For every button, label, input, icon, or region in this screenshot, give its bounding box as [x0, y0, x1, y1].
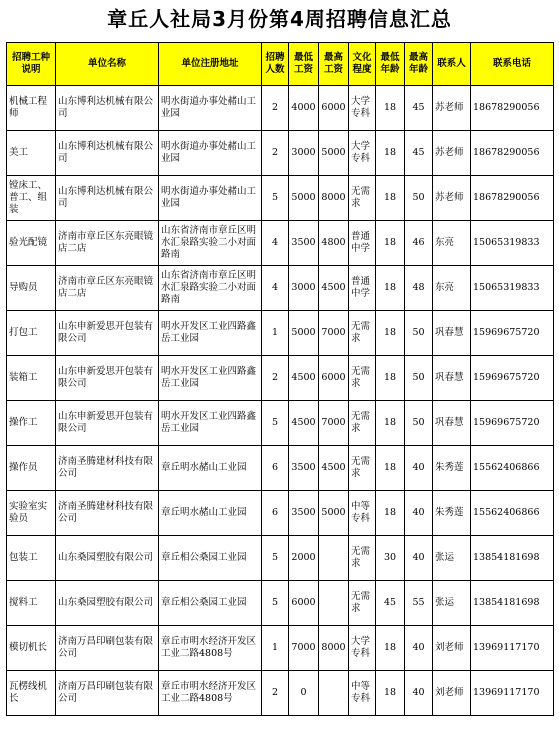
phone-cell: 13854181698 — [471, 581, 554, 626]
education-cell: 无需求 — [349, 176, 376, 221]
header-education: 文化程度 — [349, 43, 376, 86]
address-cell: 明水街道办事处赭山工业园 — [159, 131, 262, 176]
contact-cell: 刘老师 — [433, 671, 471, 716]
table-row — [7, 86, 554, 131]
education-cell: 大学专科 — [349, 626, 376, 671]
count-cell: 2 — [262, 86, 289, 131]
job-cell: 操作员 — [7, 446, 56, 491]
contact-cell: 苏老师 — [433, 176, 471, 221]
education-cell: 无需求 — [349, 446, 376, 491]
address-cell: 章丘明水赭山工业园 — [159, 491, 262, 536]
max-wage-cell: 7000 — [319, 311, 349, 356]
job-cell: 搅料工 — [7, 581, 56, 626]
job-cell: 包装工 — [7, 536, 56, 581]
min-age-cell: 18 — [376, 446, 405, 491]
job-cell: 打包工 — [7, 311, 56, 356]
count-cell: 2 — [262, 671, 289, 716]
contact-cell: 东亮 — [433, 221, 471, 266]
company-cell: 济南市章丘区东亮眼镜店二店 — [56, 266, 159, 311]
count-cell: 1 — [262, 311, 289, 356]
max-wage-cell: 4500 — [319, 446, 349, 491]
table-row — [7, 266, 554, 311]
min-wage-cell: 3500 — [289, 221, 319, 266]
address-cell: 明水街道办事处赭山工业园 — [159, 86, 262, 131]
table-row — [7, 221, 554, 266]
min-wage-cell: 3000 — [289, 266, 319, 311]
count-cell: 5 — [262, 401, 289, 446]
count-cell: 4 — [262, 266, 289, 311]
min-wage-cell: 3500 — [289, 491, 319, 536]
phone-cell: 15065319833 — [471, 221, 554, 266]
count-cell: 5 — [262, 176, 289, 221]
contact-cell: 苏老师 — [433, 86, 471, 131]
job-cell: 美工 — [7, 131, 56, 176]
min-wage-cell: 4500 — [289, 401, 319, 446]
max-wage-cell: 5000 — [319, 491, 349, 536]
max-age-cell: 45 — [405, 131, 433, 176]
table-row — [7, 446, 554, 491]
max-age-cell: 40 — [405, 626, 433, 671]
phone-cell: 15065319833 — [471, 266, 554, 311]
max-age-cell: 40 — [405, 491, 433, 536]
header-phone: 联系电话 — [471, 43, 554, 86]
address-cell: 章丘市明水经济开发区工业二路4808号 — [159, 671, 262, 716]
company-cell: 山东申新爱思开包装有限公司 — [56, 356, 159, 401]
max-age-cell: 40 — [405, 671, 433, 716]
company-cell: 山东博利达机械有限公司 — [56, 131, 159, 176]
education-cell: 无需求 — [349, 356, 376, 401]
count-cell: 6 — [262, 491, 289, 536]
max-wage-cell: 8000 — [319, 626, 349, 671]
contact-cell: 朱秀莲 — [433, 446, 471, 491]
address-cell: 山东省济南市章丘区明水汇泉路实验二小对面路南 — [159, 221, 262, 266]
table-row — [7, 176, 554, 221]
contact-cell: 苏老师 — [433, 131, 471, 176]
min-wage-cell: 0 — [289, 671, 319, 716]
job-cell: 实验室实验员 — [7, 491, 56, 536]
company-cell: 济南圣腾建材科技有限公司 — [56, 446, 159, 491]
phone-cell: 15969675720 — [471, 401, 554, 446]
header-min-age: 最低年龄 — [376, 43, 405, 86]
count-cell: 1 — [262, 626, 289, 671]
company-cell: 山东博利达机械有限公司 — [56, 176, 159, 221]
job-cell: 验光配镜 — [7, 221, 56, 266]
min-age-cell: 30 — [376, 536, 405, 581]
company-cell: 济南圣腾建材科技有限公司 — [56, 491, 159, 536]
education-cell: 无需求 — [349, 311, 376, 356]
max-wage-cell — [319, 671, 349, 716]
contact-cell: 巩春慧 — [433, 356, 471, 401]
min-wage-cell: 7000 — [289, 626, 319, 671]
education-cell: 大学专科 — [349, 86, 376, 131]
min-age-cell: 18 — [376, 626, 405, 671]
contact-cell: 朱秀莲 — [433, 491, 471, 536]
company-cell: 济南万昌印刷包装有限公司 — [56, 671, 159, 716]
header-max-age: 最高年龄 — [405, 43, 433, 86]
company-cell: 济南万昌印刷包装有限公司 — [56, 626, 159, 671]
education-cell: 普通中学 — [349, 221, 376, 266]
contact-cell: 巩春慧 — [433, 311, 471, 356]
min-age-cell: 18 — [376, 311, 405, 356]
education-cell: 无需求 — [349, 401, 376, 446]
phone-cell: 18678290056 — [471, 131, 554, 176]
address-cell: 山东省济南市章丘区明水汇泉路实验二小对面路南 — [159, 266, 262, 311]
min-age-cell: 18 — [376, 131, 405, 176]
count-cell: 5 — [262, 581, 289, 626]
max-wage-cell: 4500 — [319, 266, 349, 311]
max-wage-cell: 8000 — [319, 176, 349, 221]
address-cell: 明水街道办事处赭山工业园 — [159, 176, 262, 221]
education-cell: 大学专科 — [349, 131, 376, 176]
min-age-cell: 18 — [376, 266, 405, 311]
address-cell: 明水开发区工业四路鑫岳工业园 — [159, 356, 262, 401]
max-age-cell: 50 — [405, 356, 433, 401]
address-cell: 章丘市明水经济开发区工业二路4808号 — [159, 626, 262, 671]
max-wage-cell — [319, 581, 349, 626]
phone-cell: 13969117170 — [471, 671, 554, 716]
company-cell: 山东申新爱思开包装有限公司 — [56, 401, 159, 446]
header-max-wage: 最高工资 — [319, 43, 349, 86]
count-cell: 2 — [262, 356, 289, 401]
phone-cell: 15969675720 — [471, 311, 554, 356]
header-count: 招聘人数 — [262, 43, 289, 86]
count-cell: 6 — [262, 446, 289, 491]
phone-cell: 15969675720 — [471, 356, 554, 401]
min-wage-cell: 5000 — [289, 176, 319, 221]
phone-cell: 18678290056 — [471, 86, 554, 131]
max-wage-cell: 5000 — [319, 131, 349, 176]
min-wage-cell: 3500 — [289, 446, 319, 491]
min-wage-cell: 4000 — [289, 86, 319, 131]
table-row — [7, 131, 554, 176]
count-cell: 5 — [262, 536, 289, 581]
table-row — [7, 671, 554, 716]
address-cell: 章丘明水赭山工业园 — [159, 446, 262, 491]
header-address: 单位注册地址 — [159, 43, 262, 86]
min-age-cell: 18 — [376, 86, 405, 131]
header-job: 招聘工种说明 — [7, 43, 56, 86]
max-age-cell: 40 — [405, 446, 433, 491]
table-row — [7, 536, 554, 581]
address-cell: 明水开发区工业四路鑫岳工业园 — [159, 401, 262, 446]
table-row — [7, 581, 554, 626]
contact-cell: 张运 — [433, 581, 471, 626]
min-age-cell: 18 — [376, 221, 405, 266]
job-cell: 装箱工 — [7, 356, 56, 401]
count-cell: 2 — [262, 131, 289, 176]
table-row — [7, 491, 554, 536]
company-cell: 山东申新爱思开包装有限公司 — [56, 311, 159, 356]
education-cell: 无需求 — [349, 536, 376, 581]
max-age-cell: 46 — [405, 221, 433, 266]
contact-cell: 东亮 — [433, 266, 471, 311]
max-wage-cell: 7000 — [319, 401, 349, 446]
max-age-cell: 45 — [405, 86, 433, 131]
max-wage-cell: 6000 — [319, 356, 349, 401]
count-cell: 4 — [262, 221, 289, 266]
max-age-cell: 55 — [405, 581, 433, 626]
job-cell: 镗床工、普工、组装 — [7, 176, 56, 221]
job-cell: 操作工 — [7, 401, 56, 446]
phone-cell: 15562406866 — [471, 491, 554, 536]
min-age-cell: 45 — [376, 581, 405, 626]
min-wage-cell: 5000 — [289, 311, 319, 356]
table-row — [7, 626, 554, 671]
company-cell: 山东桑园塑胶有限公司 — [56, 581, 159, 626]
header-min-wage: 最低工资 — [289, 43, 319, 86]
min-age-cell: 18 — [376, 491, 405, 536]
min-age-cell: 18 — [376, 356, 405, 401]
job-cell: 机械工程师 — [7, 86, 56, 131]
min-wage-cell: 6000 — [289, 581, 319, 626]
phone-cell: 13854181698 — [471, 536, 554, 581]
table-row — [7, 311, 554, 356]
contact-cell: 巩春慧 — [433, 401, 471, 446]
address-cell: 明水开发区工业四路鑫岳工业园 — [159, 311, 262, 356]
page-title: 章丘人社局3月份第4周招聘信息汇总 — [107, 7, 452, 31]
address-cell: 章丘相公桑园工业园 — [159, 536, 262, 581]
contact-cell: 张运 — [433, 536, 471, 581]
table-row — [7, 401, 554, 446]
max-age-cell: 50 — [405, 401, 433, 446]
education-cell: 中等专科 — [349, 671, 376, 716]
job-cell: 模切机长 — [7, 626, 56, 671]
min-wage-cell: 2000 — [289, 536, 319, 581]
min-wage-cell: 3000 — [289, 131, 319, 176]
min-age-cell: 18 — [376, 401, 405, 446]
contact-cell: 刘老师 — [433, 626, 471, 671]
min-age-cell: 18 — [376, 176, 405, 221]
education-cell: 中等专科 — [349, 491, 376, 536]
max-wage-cell — [319, 536, 349, 581]
recruitment-table — [6, 42, 554, 716]
table-body — [7, 86, 554, 716]
min-age-cell: 18 — [376, 671, 405, 716]
education-cell: 无需求 — [349, 581, 376, 626]
max-wage-cell: 6000 — [319, 86, 349, 131]
header-company: 单位名称 — [56, 43, 159, 86]
max-age-cell: 48 — [405, 266, 433, 311]
max-wage-cell: 4800 — [319, 221, 349, 266]
job-cell: 瓦楞线机长 — [7, 671, 56, 716]
company-cell: 山东博利达机械有限公司 — [56, 86, 159, 131]
phone-cell: 18678290056 — [471, 176, 554, 221]
job-cell: 导购员 — [7, 266, 56, 311]
table-row — [7, 356, 554, 401]
phone-cell: 15562406866 — [471, 446, 554, 491]
address-cell: 章丘相公桑园工业园 — [159, 581, 262, 626]
company-cell: 山东桑园塑胶有限公司 — [56, 536, 159, 581]
max-age-cell: 40 — [405, 536, 433, 581]
phone-cell: 13969117170 — [471, 626, 554, 671]
max-age-cell: 50 — [405, 176, 433, 221]
table-header-row — [7, 43, 554, 86]
education-cell: 普通中学 — [349, 266, 376, 311]
header-contact: 联系人 — [433, 43, 471, 86]
max-age-cell: 50 — [405, 311, 433, 356]
company-cell: 济南市章丘区东亮眼镜店二店 — [56, 221, 159, 266]
min-wage-cell: 4500 — [289, 356, 319, 401]
